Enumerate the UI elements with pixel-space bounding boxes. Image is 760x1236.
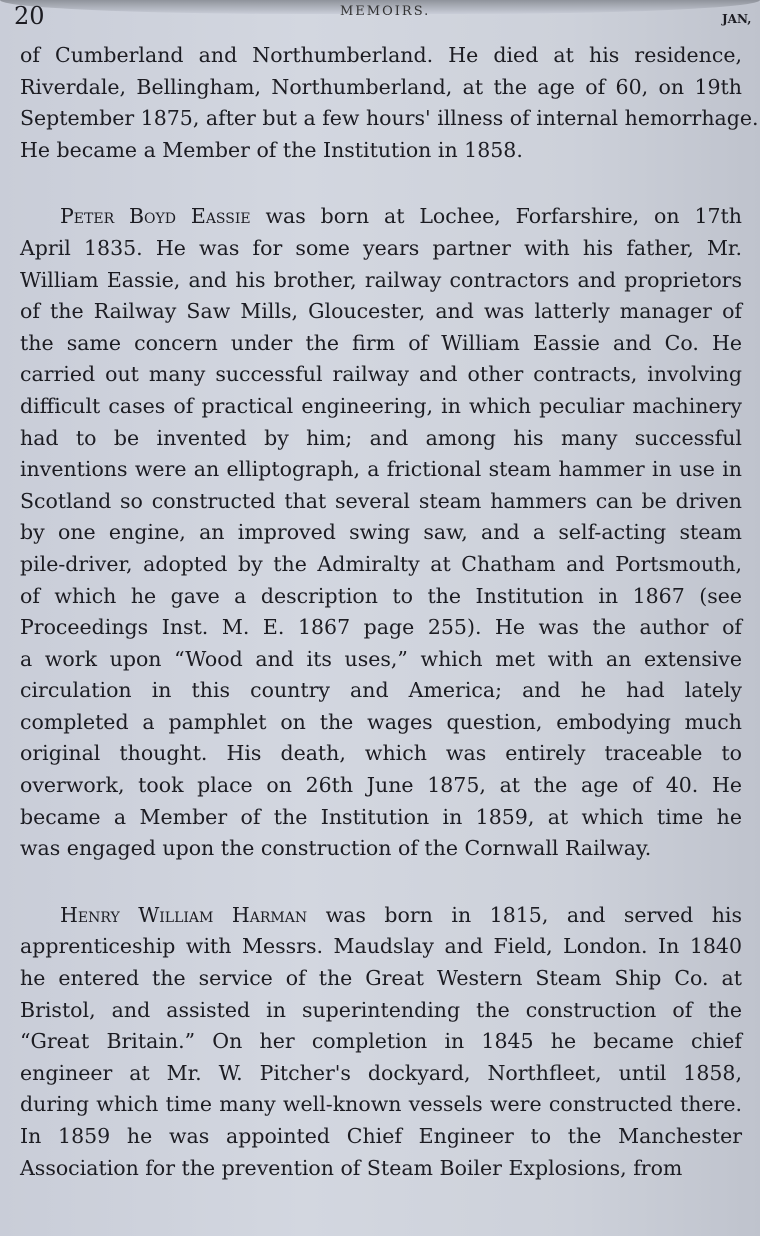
text-line — [20, 1058, 742, 1090]
text-line — [20, 296, 742, 328]
text-line — [20, 581, 742, 613]
text-line — [20, 359, 742, 391]
text-line — [20, 328, 742, 360]
text-line — [20, 233, 742, 265]
line-text: William Eassie, and his brother, railway contractors and proprietors — [20, 267, 742, 292]
line-text: April 1835. He was for some years partner with his father, Mr. — [20, 235, 742, 260]
line-text: “Great Britain.” On her completion in 1845 he became chief — [20, 1029, 742, 1054]
line-text: a work upon “Wood and its uses,” which met with an extensive — [20, 646, 742, 671]
line-text: apprenticeship with Messrs. Maudslay and Field, London. In 1840 — [20, 934, 742, 959]
line-text: inventions were an elliptograph, a frictional steam hammer in use in — [20, 457, 742, 482]
text-line — [20, 423, 742, 455]
text-line — [20, 391, 742, 423]
running-head: MEMOIRS. — [340, 4, 431, 19]
line-text: of the Railway Saw Mills, Gloucester, and was latterly manager of — [20, 299, 742, 324]
line-text: difficult cases of practical engineering, in which peculiar machinery — [20, 393, 742, 418]
text-line — [20, 486, 742, 518]
memoir-subject-name: Henry William Harman — [60, 902, 308, 927]
line-text: original thought. His death, which was entirely traceable to — [20, 741, 742, 766]
line-text: Bristol, and assisted in superintending the construction of the — [20, 997, 742, 1022]
line-text: the same concern under the firm of William Eassie and Co. He — [20, 330, 742, 355]
line-text: pile-driver, adopted by the Admiralty at Chatham and Portsmouth, — [20, 551, 742, 576]
text-line — [20, 770, 742, 802]
text-line — [20, 1026, 742, 1058]
text-line — [20, 1153, 742, 1185]
text-line — [20, 517, 742, 549]
text-line — [20, 995, 742, 1027]
line-text: In 1859 he was appointed Chief Engineer to the Manchester — [20, 1124, 742, 1148]
line-text: circulation in this country and America; and he had lately — [20, 678, 742, 703]
line-text: was born in 1815, and served his — [307, 902, 742, 927]
line-text: completed a pamphlet on the wages question, embodying much — [20, 709, 742, 734]
line-text: was born at Lochee, Forfarshire, on 17th — [250, 204, 742, 229]
text-line — [20, 675, 742, 707]
line-text: overwork, took place on 26th June 1875, at the age of 40. He — [20, 773, 742, 798]
text-line — [20, 454, 742, 486]
line-text: of which he gave a description to the Institution in 1867 (see — [20, 583, 742, 608]
text-line — [20, 265, 742, 297]
text-line — [20, 40, 742, 72]
line-text: engineer at Mr. W. Pitcher's dockyard, Northfleet, until 1858, — [20, 1060, 742, 1085]
memoir-subject-name: Peter Boyd Eassie — [60, 204, 251, 229]
text-line — [20, 612, 742, 644]
paragraph — [20, 40, 759, 166]
running-head-month: JAN, — [722, 12, 752, 26]
text-line — [20, 931, 742, 963]
text-line — [20, 900, 742, 932]
text-line — [20, 1089, 742, 1121]
line-text: by one engine, an improved swing saw, and a self-acting steam — [20, 520, 742, 545]
body-text — [20, 40, 759, 1219]
text-line — [20, 963, 742, 995]
text-line — [20, 549, 742, 581]
line-text: he entered the service of the Great Western Steam Ship Co. at — [20, 966, 742, 991]
line-text: Association for the prevention of Steam Boiler Explosions, from — [20, 1155, 683, 1180]
line-text: of Cumberland and Northumberland. He died at his residence, — [20, 43, 742, 67]
page-number: 20 — [14, 2, 45, 30]
line-text: during which time many well-known vessels were constructed there. — [20, 1092, 742, 1117]
text-line — [20, 644, 742, 676]
text-line — [20, 72, 742, 104]
text-line — [20, 707, 742, 739]
line-text: Scotland so constructed that several steam hammers can be driven — [20, 488, 742, 513]
line-text: September 1875, after but a few hours' illness of internal hemorrhage. — [20, 106, 759, 131]
line-text: He became a Member of the Institution in 1858. — [20, 137, 523, 162]
text-line — [20, 201, 742, 233]
text-line — [20, 738, 742, 770]
text-line — [20, 1121, 742, 1153]
line-text: Proceedings Inst. M. E. 1867 page 255). He was the author of — [20, 615, 742, 640]
line-text: was engaged upon the construction of the Cornwall Railway. — [20, 836, 652, 861]
line-text: had to be invented by him; and among his many successful — [20, 425, 742, 450]
line-text: carried out many successful railway and other contracts, involving — [20, 362, 742, 387]
text-line — [20, 833, 742, 865]
line-text: Riverdale, Bellingham, Northumberland, at the age of 60, on 19th — [20, 74, 742, 99]
text-line — [20, 135, 742, 167]
line-text: became a Member of the Institution in 1859, at which time he — [20, 804, 742, 829]
paragraph — [20, 201, 742, 864]
text-line — [20, 103, 759, 135]
paragraph — [20, 900, 742, 1184]
text-line — [20, 802, 742, 834]
